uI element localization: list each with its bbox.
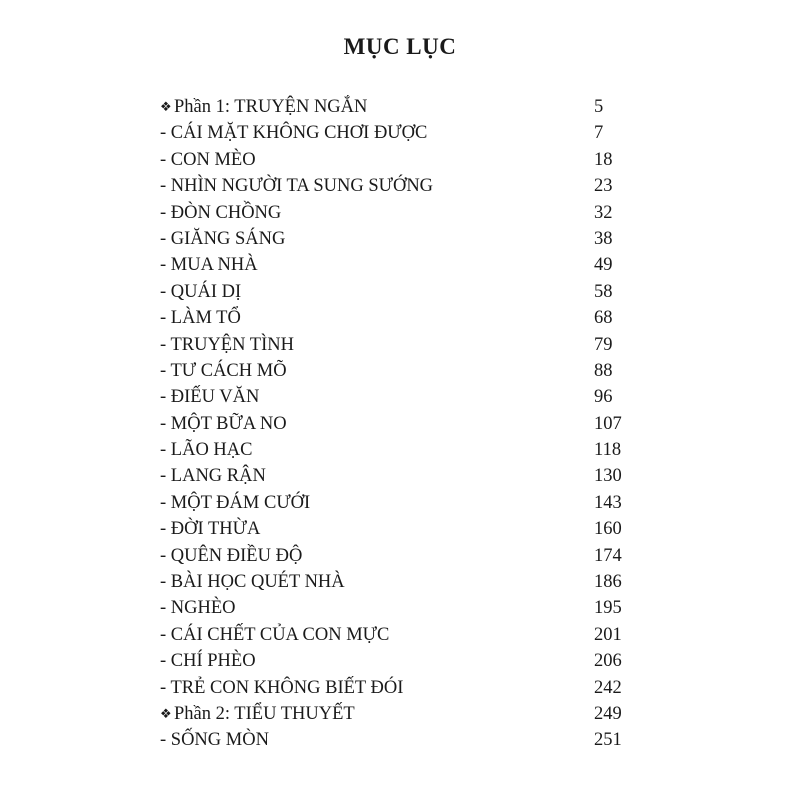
toc-entry	[160, 516, 640, 542]
toc-entry	[160, 305, 640, 331]
toc-page-number: 195	[594, 598, 622, 619]
toc-entry	[160, 358, 640, 384]
toc-section-heading	[160, 701, 640, 727]
toc-entry-label: - QUÁI DỊ	[160, 281, 242, 302]
toc-page-number: 49	[594, 255, 613, 276]
toc-entry-title	[160, 94, 367, 120]
toc-page-number: 118	[594, 440, 622, 461]
toc-page-number: 143	[594, 492, 622, 513]
toc-entry-title	[160, 279, 241, 305]
toc-entry-title	[160, 569, 345, 595]
toc-entry	[160, 384, 640, 410]
toc-entry-label: - MUA NHÀ	[160, 255, 258, 276]
toc-entry-title	[160, 147, 256, 173]
toc-entry-label: - CHÍ PHÈO	[160, 651, 256, 672]
toc-entry-title	[160, 358, 287, 384]
toc-entry	[160, 569, 640, 595]
toc-page-number: 79	[594, 334, 613, 355]
toc-entry-title	[160, 411, 287, 437]
toc-entry-label: - QUÊN ĐIỀU ĐỘ	[160, 545, 303, 566]
toc-entry-label: - CON MÈO	[160, 149, 256, 170]
toc-entry	[160, 147, 640, 173]
toc-entry-label: - TƯ CÁCH MÕ	[160, 360, 287, 381]
toc-entry	[160, 200, 640, 226]
toc-entry-title	[160, 490, 310, 516]
toc-entry	[160, 675, 640, 701]
toc-page-number: 7	[594, 123, 604, 144]
toc-page-number: 68	[594, 308, 613, 329]
toc-entry-title	[160, 200, 281, 226]
toc-entry-label: - ĐỜI THỪA	[160, 519, 261, 540]
toc-entry	[160, 622, 640, 648]
toc-page-number: 5	[594, 97, 604, 117]
toc-entry-title	[160, 384, 259, 410]
toc-entry-title	[160, 595, 236, 621]
page-title: MỤC LỤC	[343, 34, 457, 59]
toc-entry-label: Phần 1: TRUYỆN NGẮN	[174, 97, 368, 117]
toc-entry	[160, 173, 640, 199]
toc-entry-title	[160, 252, 258, 278]
toc-entry-title	[160, 648, 256, 674]
toc-entry-title	[160, 437, 253, 463]
toc-entry-label: - LANG RẬN	[160, 466, 266, 487]
toc-entry-label: - LÃO HẠC	[160, 440, 253, 461]
toc-page-number: 174	[594, 545, 622, 566]
toc-entry-title	[160, 120, 427, 146]
toc-entry-label: - LÀM TỔ	[160, 308, 241, 329]
diamond-bullet-icon: ❖	[160, 99, 172, 114]
toc-page-number: 58	[594, 281, 613, 302]
toc-entry-label: - CÁI CHẾT CỦA CON MỰC	[160, 624, 390, 645]
toc-entry-title	[160, 675, 403, 701]
toc-page-number: 186	[594, 572, 622, 593]
toc-entry-label: - BÀI HỌC QUÉT NHÀ	[160, 572, 345, 593]
toc-entry-title	[160, 701, 355, 727]
toc-entry	[160, 279, 640, 305]
toc-entry-label: - SỐNG MÒN	[160, 730, 269, 751]
toc-entry-label: - ĐÒN CHỒNG	[160, 202, 282, 223]
toc-entry	[160, 490, 640, 516]
toc-page-number: 251	[594, 730, 622, 751]
toc-entry-title	[160, 226, 285, 252]
toc-entry-title	[160, 622, 389, 648]
toc-entry	[160, 727, 640, 753]
toc-page-number: 130	[594, 466, 622, 487]
toc-page-number: 160	[594, 519, 622, 540]
toc-entry-label: - NHÌN NGƯỜI TA SUNG SƯỚNG	[160, 176, 434, 197]
toc-entry-label: - MỘT BỮA NO	[160, 413, 287, 434]
toc-entry-title	[160, 173, 433, 199]
toc-entry-label: - CÁI MẶT KHÔNG CHƠI ĐƯỢC	[160, 123, 428, 144]
toc-page-number: 38	[594, 228, 613, 249]
toc-entry	[160, 411, 640, 437]
toc-entry-title	[160, 463, 266, 489]
toc-entry-label: - TRẺ CON KHÔNG BIẾT ĐÓI	[160, 677, 404, 698]
toc-entry	[160, 648, 640, 674]
toc-page-number: 23	[594, 176, 613, 197]
toc-page-number: 88	[594, 360, 613, 381]
toc-entry	[160, 463, 640, 489]
toc-entry-label: - GIĂNG SÁNG	[160, 228, 286, 249]
toc-entry	[160, 226, 640, 252]
toc-entry	[160, 120, 640, 146]
toc-entry-label: - TRUYỆN TÌNH	[160, 334, 294, 355]
toc-entry-label: - MỘT ĐÁM CƯỚI	[160, 492, 311, 513]
toc-list	[160, 94, 640, 754]
toc-entry-title	[160, 727, 269, 753]
toc-page-number: 18	[594, 149, 613, 170]
toc-page-number: 96	[594, 387, 613, 408]
toc-page-number: 249	[594, 703, 622, 724]
toc-entry	[160, 332, 640, 358]
toc-entry	[160, 437, 640, 463]
toc-entry-label: - ĐIẾU VĂN	[160, 387, 260, 408]
toc-entry-label: - NGHÈO	[160, 598, 236, 619]
toc-entry	[160, 595, 640, 621]
toc-entry-title	[160, 332, 294, 358]
toc-page-number: 107	[594, 413, 622, 434]
toc-entry-title	[160, 305, 241, 331]
toc-page-number: 201	[594, 624, 622, 645]
toc-page-number: 206	[594, 651, 622, 672]
diamond-bullet-icon: ❖	[160, 705, 172, 721]
toc-section-heading	[160, 94, 640, 120]
toc-entry-title	[160, 516, 260, 542]
toc-entry-label: Phần 2: TIỂU THUYẾT	[174, 703, 355, 724]
toc-page-number: 242	[594, 677, 622, 698]
toc-page-number: 32	[594, 202, 613, 223]
toc-entry	[160, 252, 640, 278]
toc-entry	[160, 543, 640, 569]
toc-entry-title	[160, 543, 302, 569]
